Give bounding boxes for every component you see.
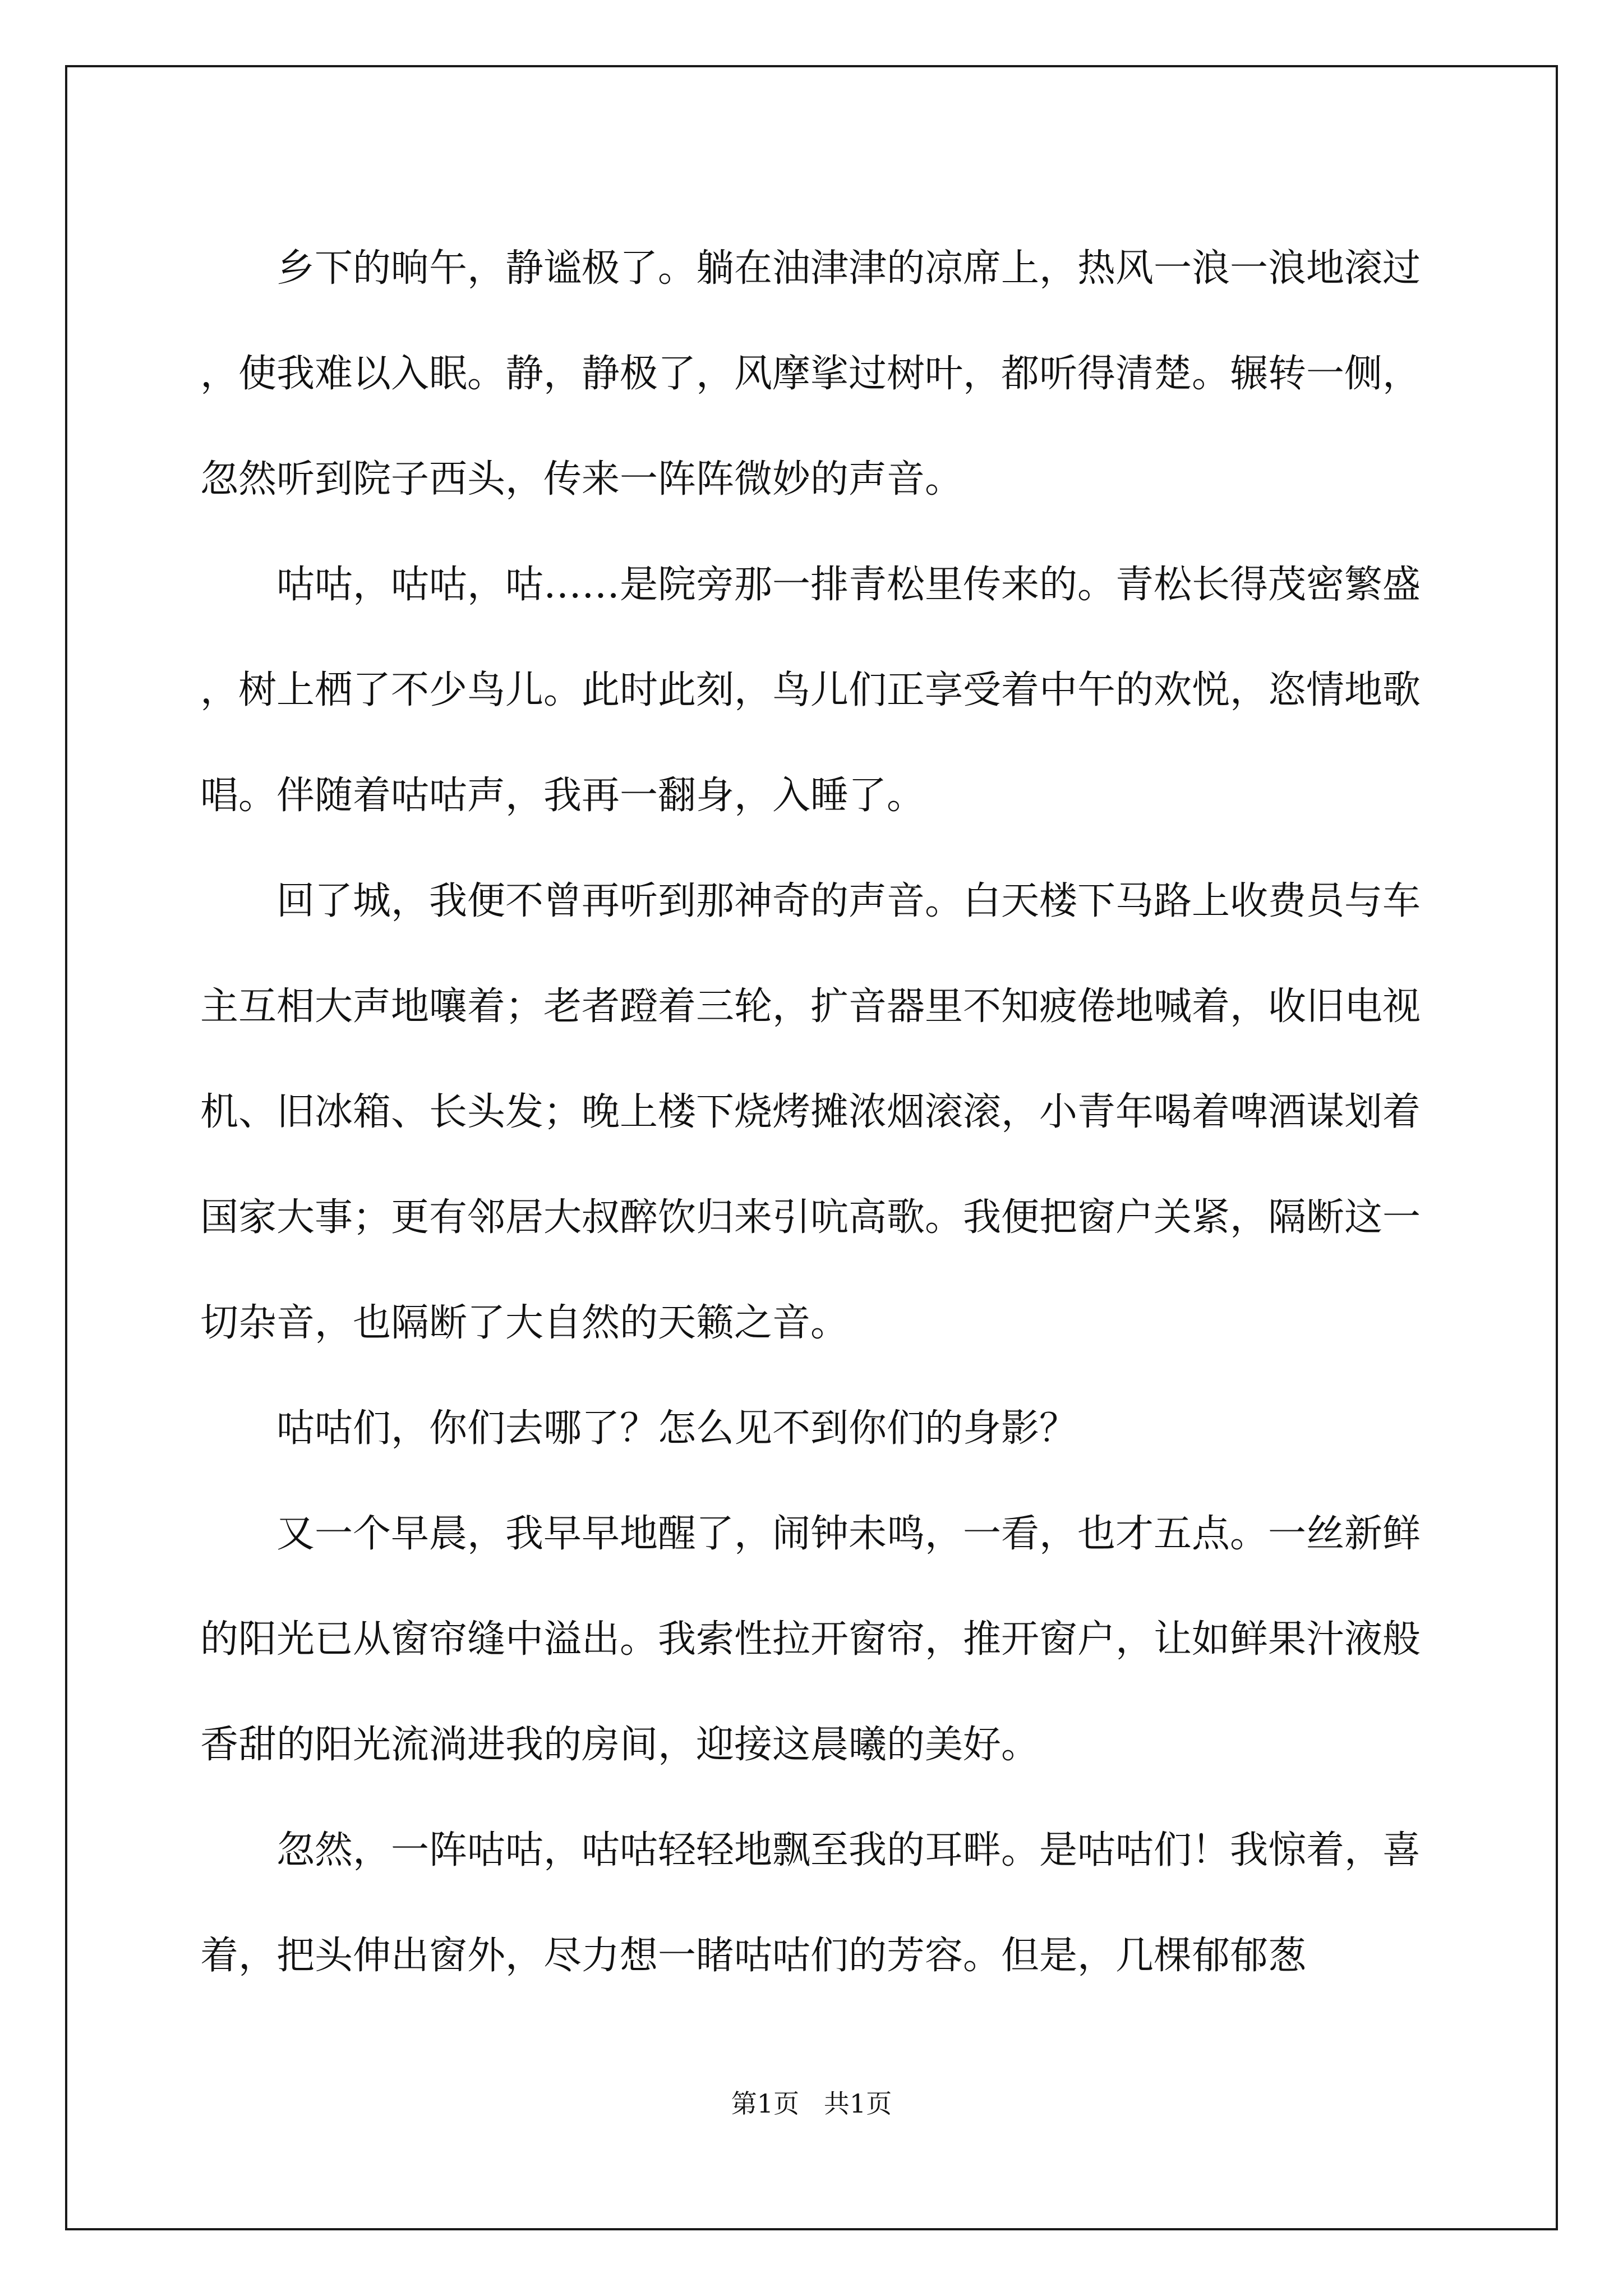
- paragraph-6: 忽然，一阵咕咕，咕咕轻轻地飘至我的耳畔。是咕咕们！我惊着，喜着，把头伸出窗外，尽力想一睹咕咕们的芳容。但是，几棵郁郁葱: [200, 1828, 1421, 1978]
- paragraph-2: 咕咕，咕咕，咕……是院旁那一排青松里传来的。青松长得茂密繁盛，树上栖了不少鸟儿。此时此刻，鸟儿们正享受着中午的欢悦，恣情地歌唱。伴随着咕咕声，我再一翻身，入睡了。: [200, 563, 1421, 818]
- page-footer: 第1页 共1页: [731, 2088, 892, 2119]
- document-body: [200, 216, 1423, 2009]
- paragraph-5: 又一个早晨，我早早地醒了，闹钟未鸣，一看，也才五点。一丝新鲜的阳光已从窗帘缝中溢出。我索性拉开窗帘，推开窗户，让如鲜果汁液般香甜的阳光流淌进我的房间，迎接这晨曦的美好。: [200, 1512, 1421, 1767]
- paragraph-4: 咕咕们，你们去哪了？怎么见不到你们的身影？: [276, 1406, 1078, 1451]
- paragraph-1: 乡下的晌午，静谧极了。躺在油津津的凉席上，热风一浪一浪地滚过，使我难以入眠。静，静极了，风摩挲过树叶，都听得清楚。辗转一侧，忽然听到院子西头，传来一阵阵微妙的声音。: [200, 246, 1421, 501]
- paragraph-3: 回了城，我便不曾再听到那神奇的声音。白天楼下马路上收费员与车主互相大声地嚷着；老者蹬着三轮，扩音器里不知疲倦地喊着，收旧电视机、旧冰箱、长头发；晚上楼下烧烤摊浓烟滚滚，小青年喝着啤酒谋划着国家大事；更有邻居大叔醉饮归来引吭高歌。我便把窗户关紧，隔断这一切杂音，也隔断了大自然的天籁之音。: [200, 879, 1421, 1345]
